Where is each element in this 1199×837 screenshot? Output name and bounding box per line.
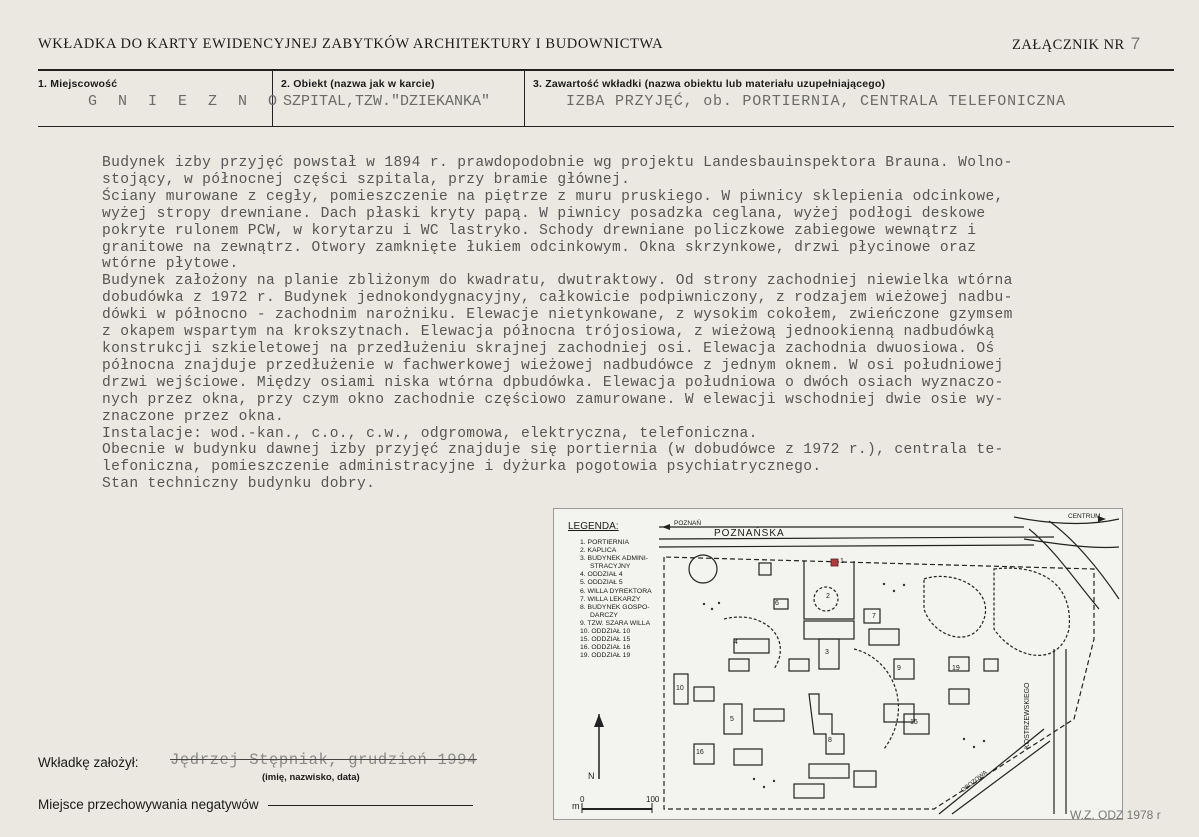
- negatives-storage-text: Miejsce przechowywania negatywów: [38, 797, 259, 812]
- negatives-storage-line: [268, 805, 473, 806]
- legend-item: 2. KAPLICA: [580, 547, 617, 555]
- annex-label: [1012, 34, 1141, 54]
- street-obozowa: OBOZOWA: [960, 770, 989, 794]
- description-line: Budynek izby przyjęć powstał w 1894 r. prawdopodobnie wg projektu Landesbauinspektora Brauna. Wolno-: [102, 155, 1013, 171]
- locality-label: 1. Miejscowość: [38, 78, 118, 90]
- description-line: nych przez okna, przy czym okno zachodnie częściowo zamurowane. W elewacji wschodniej dwie osie wy-: [102, 391, 1004, 408]
- legend-item: 5. ODDZIAŁ 5: [580, 579, 623, 587]
- building-number: 4: [734, 639, 738, 646]
- building-number: 6: [775, 600, 779, 607]
- description-line: lefoniczna, pomieszczenie administracyjne i dyżurka pogotowia psychiatrycznego.: [102, 459, 822, 476]
- contents-value: IZBA PRZYJĘĆ, ob. PORTIERNIA, CENTRALA TELEFONICZNA: [566, 93, 1066, 110]
- building-number: 3: [825, 649, 829, 656]
- building-number: 15: [910, 719, 918, 726]
- description-line: Ściany murowane z cegły, pomieszczenie na piętrze z muru pruskiego. W piwnicy sklepienia odcinkowe,: [102, 188, 1004, 205]
- top-rule: [38, 69, 1174, 71]
- legend-item: DARCZY: [590, 611, 618, 619]
- building-number: 9: [897, 665, 901, 672]
- building-number: 2: [826, 593, 830, 600]
- description-line: granitowe na zewnątrz. Otwory zamknięte łukiem odcinkowym. Okna skrzynkowe, drzwi płycinowe oraz: [102, 239, 977, 256]
- scale-start: 0: [580, 795, 585, 804]
- annex-label-text: ZAŁĄCZNIK NR: [1012, 37, 1125, 53]
- annex-number: 7: [1130, 34, 1141, 53]
- signature-caption: (imię, nazwisko, data): [262, 772, 360, 783]
- legend-item: 10. ODDZIAŁ 10: [580, 628, 631, 636]
- legend-item: 6. WILLA DYREKTORA: [580, 587, 652, 595]
- description-line: pokryte rulonem PCW, w korytarzu i WC lastryko. Schody drewniane policzkowe zabiegowe wewnątrz i: [102, 222, 977, 239]
- building-number: 19: [952, 665, 960, 672]
- site-plan: [553, 508, 1123, 820]
- arrow-label-poznan: POZNAŃ: [674, 520, 702, 527]
- arrow-label-centrum: CENTRUM: [1068, 513, 1101, 520]
- building-number: 16: [696, 749, 704, 756]
- description-line: znaczone przez okna.: [102, 408, 285, 425]
- description-line: drzwi wejściowe. Między osiami niska wtórna dpbudówka. Elewacja południowa o dwóch osiach wyznaczo-: [102, 374, 1004, 391]
- legend-item: 7. WILLA LEKARZY: [580, 595, 641, 603]
- description-line: wyżej stropy drewniane. Dach płaski kryty papą. W piwnicy posadzka ceglana, wyżej podłogi deskowe: [102, 205, 986, 222]
- object-label: 2. Obiekt (nazwa jak w karcie): [281, 78, 435, 90]
- building-number: 10: [676, 685, 684, 692]
- building-number: 1: [840, 558, 844, 565]
- description-line: północna znajduje przedłużenie w fachwerkowej wieżowej nadbudówce z jednym oknem. W osi południowej: [102, 357, 1004, 374]
- north-symbol: N: [588, 771, 595, 781]
- contents-label: 3. Zawartość wkładki (nazwa obiektu lub materiału uzupełniającego): [533, 78, 886, 90]
- legend-item: 9. TZW. SZARA WILLA: [580, 619, 651, 627]
- document-title: WKŁADKA DO KARTY EWIDENCYJNEJ ZABYTKÓW ARCHITEKTURY I BUDOWNICTWA: [38, 36, 664, 52]
- description-line: stojący, w północnej części szpitala, przy bramie głównej.: [102, 171, 631, 188]
- legend-item: 3. BUDYNEK ADMINI-: [580, 555, 648, 563]
- fields-bottom-rule: [38, 126, 1174, 127]
- description-text: [102, 155, 1122, 493]
- form-code: W.Z. ODZ 1978 r: [1070, 808, 1161, 822]
- object-value: SZPITAL,TZW."DZIEKANKA": [283, 93, 491, 110]
- signature-value: Jędrzej Stępniak, grudzień 1994: [170, 751, 477, 769]
- description-line: Stan techniczny budynku dobry.: [102, 476, 376, 493]
- negatives-storage-label: [38, 797, 473, 812]
- field-divider-2: [524, 71, 525, 126]
- building-number: 8: [828, 737, 832, 744]
- legend-item: 19. ODDZIAŁ 19: [580, 652, 631, 660]
- description-line: Obecnie w budynku dawnej izby przyjęć znajduje się portiernia (w dobudówce z 1972 r.), centrala te-: [102, 442, 1004, 459]
- description-line: dobudówka z 1972 r. Budynek jednokondygnacyjny, całkowicie podpiwniczony, z rodzajem wieżowej nadbu-: [102, 290, 1013, 307]
- description-line: Budynek założony na planie zbliżonym do kwadratu, dwutraktowy. Od strony zachodniej niewielka wtórna: [102, 273, 1013, 290]
- legend-item: STRACYJNY: [590, 563, 631, 571]
- description-line: z okapem wspartym na krokszytnach. Elewacja północna trójosiowa, z wieżową jednookienną nadbudówką: [102, 324, 995, 341]
- street-kostrzewskiego: KOSTRZEWSKIEGO: [1024, 682, 1031, 749]
- street-poznanska: POZNAŃSKA: [714, 528, 785, 539]
- locality-value: G N I E Z N O: [88, 93, 284, 110]
- description-line: wtórne płytowe.: [102, 256, 239, 273]
- legend-item: 16. ODDZIAŁ 16: [580, 644, 631, 652]
- legend-item: 8. BUDYNEK GOSPO-: [580, 603, 650, 611]
- legend-item: 15. ODDZIAŁ 15: [580, 636, 631, 644]
- scale-unit: m: [572, 801, 580, 811]
- scale-end: 100: [646, 795, 660, 804]
- legend-list: [580, 539, 652, 660]
- building-number: 7: [872, 613, 876, 620]
- description-line: konstrukcji szkieletowej na przedłużeniu skrajnej zachodniej osi. Elewacja zachodnia dwuosiowa. Oś: [102, 340, 995, 357]
- building-number: 5: [730, 716, 734, 723]
- description-line: dówki w północno - zachodnim narożniku. Elewacje nietynkowane, z wysokim cokołem, zwieńczone gzymsem: [102, 307, 1013, 324]
- legend-item: 1. PORTIERNIA: [580, 539, 629, 546]
- signature-label: Wkładkę założył:: [38, 755, 139, 770]
- legend-title: LEGENDA:: [568, 521, 619, 532]
- legend-item: 4. ODDZIAŁ 4: [580, 571, 623, 579]
- description-line: Instalacje: wod.-kan., c.o., c.w., odgromowa, elektryczna, telefoniczna.: [102, 425, 758, 442]
